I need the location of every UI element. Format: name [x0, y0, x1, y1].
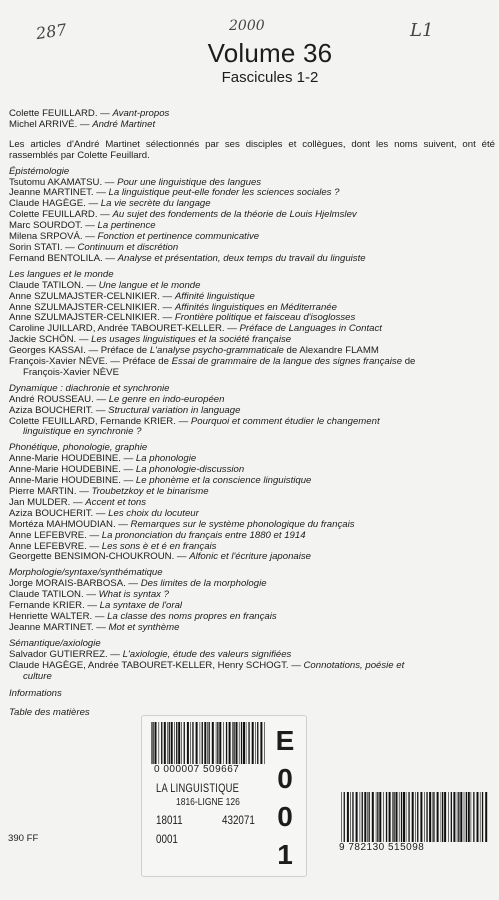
entry-dash: —	[77, 118, 93, 130]
entry-dash: —	[175, 415, 191, 427]
entry-author: Anne-Marie HOUDEBINE.	[9, 464, 121, 476]
barcode-bar	[367, 792, 368, 842]
entry-title: Accent et tons	[85, 496, 147, 508]
entry-dash: —	[93, 393, 109, 405]
entry-title: L'axiologie, étude des valeurs signifiées	[122, 648, 292, 660]
barcode-bar	[415, 792, 416, 842]
entry-title: Les choix du locuteur	[108, 507, 199, 519]
entry-title: La phonologie-discussion	[135, 464, 245, 476]
entry-title: Continuum et discrétion	[77, 241, 179, 253]
volume-title: Volume 36	[207, 38, 333, 68]
barcode-bar	[356, 792, 358, 842]
entry-text: de Alexandre FLAMM	[283, 345, 379, 357]
entry-dash: —	[107, 648, 123, 660]
section-title: Sémantique/axiologie	[9, 637, 101, 649]
section-title: Phonétique, phonologie, graphie	[9, 442, 148, 454]
barcode-bar	[161, 722, 162, 764]
barcode-bar	[152, 722, 153, 764]
barcode-bar	[480, 792, 481, 842]
barcode-bar	[399, 792, 400, 842]
entry-dash: —	[107, 356, 123, 368]
entry-author: Anne LEFEBVRE.	[9, 529, 87, 541]
barcode-bar	[364, 792, 366, 842]
entry-title: Remarques sur le système phonologique du français	[130, 518, 355, 530]
entry-dash: —	[159, 290, 175, 302]
entry-author: Aziza BOUCHERIT.	[9, 404, 94, 416]
entry-dash: —	[93, 187, 109, 199]
barcode-bar	[466, 792, 467, 842]
barcode-bar	[219, 722, 221, 764]
label-barcode	[150, 722, 266, 764]
entry-dash: —	[120, 475, 136, 487]
barcode-bar	[383, 792, 384, 842]
entry-title: Structural variation in language	[108, 404, 241, 416]
entry-author: Henriette WALTER.	[9, 610, 93, 622]
barcode-bar	[167, 722, 168, 764]
entry-author: Anne SZULMAJSTER-CELNIKIER.	[9, 290, 160, 302]
barcode-bar	[482, 792, 483, 842]
barcode-bar	[246, 722, 247, 764]
barcode-bar	[260, 722, 262, 764]
barcode-bar	[347, 792, 349, 842]
entry-dash: —	[76, 486, 92, 497]
entry-dash: —	[159, 301, 175, 313]
entry-text: de	[402, 356, 416, 368]
entry-author: Georgette BENSIMON-CHOUKROUN.	[9, 551, 175, 563]
barcode-bar	[184, 722, 185, 764]
barcode-bar	[212, 722, 214, 764]
barcode-bar	[257, 722, 258, 764]
barcode-bar	[229, 722, 231, 764]
label-code-right: 432071	[222, 813, 255, 827]
side-code-char: 1	[277, 839, 293, 870]
section-title: Table des matières	[9, 707, 90, 719]
toc-entry	[9, 623, 495, 634]
handwritten-note-middle: 2000	[229, 18, 265, 34]
entry-dash: —	[76, 334, 92, 346]
entry-title: Frontière politique et faisceau d'isoglosses	[174, 312, 356, 324]
isbn-barcode	[340, 792, 490, 842]
entry-author: Jeanne MARTINET.	[9, 621, 94, 633]
entry-dash: —	[82, 231, 98, 243]
entry-author: Georges KASSAI.	[9, 345, 86, 357]
price: 390 FF	[8, 833, 39, 844]
barcode-bar	[477, 792, 479, 842]
entry-title: La prononciation du français entre 1880 et 1914	[101, 529, 306, 541]
barcode-bar	[352, 792, 353, 842]
barcode-bar	[252, 722, 254, 764]
barcode-bar	[176, 722, 177, 764]
entry-author: André ROUSSEAU.	[9, 393, 94, 405]
entry-dash: —	[83, 279, 99, 291]
entry-title: Essai de grammaire de la langue des signes française	[171, 356, 403, 368]
barcode-bar	[392, 792, 393, 842]
entry-author: Claude HAGÈGE, Andrée TABOURET-KELLER, Henry SCHOGT.	[9, 659, 289, 671]
entry-dash: —	[125, 578, 141, 590]
entry-author: Fernand BENTOLILA.	[9, 252, 103, 264]
toc-entry	[9, 661, 495, 672]
barcode-bar	[255, 722, 256, 764]
entry-author: Jackie SCHÖN.	[9, 334, 77, 346]
entry-title: Préface de Languages in Contact	[239, 323, 382, 335]
barcode-bar	[424, 792, 425, 842]
side-code-char: E	[275, 725, 295, 756]
entry-title: L'analyse psycho-grammaticale	[149, 345, 284, 357]
barcode-bar	[401, 792, 402, 842]
barcode-bar	[159, 722, 160, 764]
barcode-bar	[420, 792, 422, 842]
entry-dash: —	[85, 345, 101, 357]
entry-title: Pourquoi et comment étudier le changement	[190, 415, 380, 427]
entry-title: What is syntax ?	[98, 589, 169, 601]
barcode-bar	[433, 792, 434, 842]
entry-author: Colette FEUILLARD, Fernande KRIER.	[9, 415, 176, 427]
barcode-bar	[448, 792, 449, 842]
barcode-bar	[164, 722, 166, 764]
entry-author: Mortéza MAHMOUDIAN.	[9, 518, 116, 530]
entry-title: La vie secrète du langage	[100, 198, 211, 210]
barcode-bar	[372, 792, 374, 842]
barcode-bar	[155, 722, 157, 764]
entry-author: Pierre MARTIN.	[9, 486, 77, 497]
barcode-bar	[264, 722, 265, 764]
barcode-bar	[362, 792, 363, 842]
entry-author: Jorge MORAIS-BARBOSA.	[9, 578, 126, 590]
entry-title: Alfonic et l'écriture japonaise	[189, 551, 312, 563]
toc-entry	[9, 552, 495, 563]
entry-dash: —	[120, 464, 136, 476]
barcode-bar	[471, 792, 472, 842]
barcode-bar	[444, 792, 446, 842]
entry-dash: —	[288, 659, 304, 671]
entry-dash: —	[102, 252, 118, 264]
entry-dash: —	[97, 209, 113, 221]
barcode-bar	[239, 722, 240, 764]
barcode-bar	[204, 722, 206, 764]
entry-continuation: linguistique en synchronie ?	[23, 426, 142, 438]
barcode-bar	[350, 792, 351, 842]
barcode-bar	[344, 792, 345, 842]
barcode-bar	[412, 792, 414, 842]
barcode-bar	[389, 792, 391, 842]
entry-continuation: François-Xavier NÈVE	[23, 366, 119, 378]
entry-dash: —	[102, 176, 118, 188]
entry-title: La linguistique peut-elle fonder les sciences sociales ?	[108, 187, 340, 199]
barcode-bar	[243, 722, 245, 764]
entry-dash: —	[84, 600, 100, 612]
barcode-bar	[393, 792, 394, 842]
barcode-bar	[226, 722, 227, 764]
entry-text: Préface de	[122, 356, 172, 368]
barcode-bar	[174, 722, 175, 764]
entry-title: Affinités linguistiques en Méditerranée	[174, 301, 337, 313]
entry-dash: —	[93, 621, 109, 633]
entry-author: Milena SRPOVÁ.	[9, 231, 83, 243]
entry-title: Fonction et pertinence communicative	[97, 231, 260, 243]
label-side-code	[270, 722, 300, 870]
barcode-bar	[429, 792, 431, 842]
entry-author: Anne SZULMAJSTER-CELNIKIER.	[9, 301, 160, 313]
barcode-bar	[151, 722, 152, 764]
entry-author: Marc SOURDOT.	[9, 220, 83, 232]
entry-title: Les sons è et é en français	[101, 540, 217, 552]
barcode-bar	[377, 792, 378, 842]
entry-title: La pertinence	[97, 220, 156, 232]
label-barcode-number: 0 000007 509667	[154, 764, 240, 775]
entry-title: Le genre en indo-européen	[108, 393, 225, 405]
entry-title: André Martinet	[92, 118, 156, 130]
barcode-bar	[248, 722, 249, 764]
entry-dash: —	[86, 529, 102, 541]
barcode-bar	[426, 792, 427, 842]
entry-title: Analyse et présentation, deux temps du travail du linguiste	[117, 252, 366, 264]
isbn-number: 9 782130 515098	[339, 842, 425, 853]
barcode-bar	[232, 722, 233, 764]
section-title: Dynamique : diachronie et synchronie	[9, 382, 170, 394]
entry-author: Jeanne MARTINET.	[9, 187, 94, 199]
barcode-bar	[169, 722, 170, 764]
entry-dash: —	[86, 540, 102, 552]
barcode-bar	[458, 792, 459, 842]
barcode-bar	[460, 792, 462, 842]
barcode-bar	[442, 792, 443, 842]
side-code-char: 0	[277, 801, 293, 832]
barcode-bar	[181, 722, 182, 764]
handwritten-note-right: L1	[410, 20, 434, 41]
barcode-bar	[464, 792, 465, 842]
entry-author: Tsutomu AKAMATSU.	[9, 176, 103, 188]
section-title: Morphologie/syntaxe/synthématique	[9, 567, 163, 579]
barcode-bar	[341, 792, 342, 842]
barcode-bar	[379, 792, 381, 842]
entry-dash: —	[115, 518, 131, 530]
entry-dash: —	[97, 108, 113, 119]
entry-title: Avant-propos	[112, 108, 170, 119]
entry-author: Anne-Marie HOUDEBINE.	[9, 475, 121, 487]
barcode-bar	[233, 722, 234, 764]
entry-title: Une langue et le monde	[98, 279, 201, 291]
entry-author: Colette FEUILLARD.	[9, 209, 98, 221]
entry-author: Sorin STATI.	[9, 241, 63, 253]
entry-title: Le phonème et la conscience linguistique	[135, 475, 312, 487]
label-code-bottom: 0001	[156, 832, 178, 846]
entry-author: Aziza BOUCHERIT.	[9, 507, 94, 519]
barcode-bar	[241, 722, 242, 764]
barcode-bar	[192, 722, 193, 764]
barcode-bar	[432, 792, 433, 842]
barcode-bar	[403, 792, 405, 842]
entry-title: Mot et synthème	[108, 621, 180, 633]
entry-dash: —	[224, 323, 240, 335]
entry-continuation: culture	[23, 670, 52, 682]
barcode-bar	[200, 722, 201, 764]
barcode-bar	[217, 722, 218, 764]
toc-entry	[9, 254, 495, 265]
entry-title: Connotations, poésie et	[303, 659, 405, 671]
label-line2: 1816-LIGNE 126	[176, 797, 240, 808]
entry-title: Des limites de la morphologie	[140, 578, 267, 590]
side-code-char: 0	[277, 763, 293, 794]
barcode-bar	[236, 722, 238, 764]
handwritten-note-left: 287	[34, 19, 68, 44]
barcode-bar	[369, 792, 370, 842]
barcode-bar	[408, 792, 409, 842]
barcode-bar	[178, 722, 180, 764]
entry-dash: —	[82, 220, 98, 232]
entry-title: La classe des noms propres en français	[107, 610, 277, 622]
barcode-bar	[187, 722, 189, 764]
label-code-left: 18011	[156, 813, 183, 827]
barcode-bar	[441, 792, 442, 842]
entry-author: Anne LEFEBVRE.	[9, 540, 87, 552]
entry-dash: —	[93, 507, 109, 519]
barcode-bar	[468, 792, 470, 842]
barcode-bar	[473, 792, 474, 842]
entry-title: Pour une linguistique des langues	[117, 176, 262, 188]
entry-author: Anne-Marie HOUDEBINE.	[9, 453, 121, 465]
barcode-bar	[406, 792, 407, 842]
section-title: Informations	[9, 688, 62, 700]
barcode-bar	[171, 722, 173, 764]
entry-dash: —	[120, 453, 136, 465]
barcode-bar	[209, 722, 210, 764]
barcode-bar	[202, 722, 203, 764]
barcode-bar	[417, 792, 418, 842]
section-title: Les langues et le monde	[9, 268, 114, 280]
barcode-bar	[360, 792, 361, 842]
section-title: Épistémologie	[9, 165, 70, 177]
barcode-bar	[386, 792, 387, 842]
entry-dash: —	[93, 404, 109, 416]
barcode-bar	[223, 722, 224, 764]
entry-author: Claude TATILON.	[9, 279, 84, 291]
entry-dash: —	[83, 589, 99, 601]
entry-title: Troubetzkoy et le binarisme	[91, 486, 209, 497]
entry-text: Préface de	[100, 345, 150, 357]
entry-author: Anne SZULMAJSTER-CELNIKIER.	[9, 312, 160, 324]
entry-author: Michel ARRIVÉ.	[9, 118, 78, 130]
intro-text: Les articles d'André Martinet sélectionnés par ses disciples et collègues, dont les noms suivent, ont été rassemblés par Colette Feuillard.	[9, 138, 495, 161]
entry-dash: —	[174, 551, 190, 563]
barcode-bar	[207, 722, 208, 764]
entry-dash: —	[85, 198, 101, 210]
entry-author: Claude HAGÈGE.	[9, 198, 86, 210]
entry-author: François-Xavier NÈVE.	[9, 356, 108, 368]
entry-author: Jan MULDER.	[9, 496, 71, 508]
entry-title: Les usages linguistiques et la société française	[91, 334, 292, 346]
entry-title: La syntaxe de l'oral	[99, 600, 183, 612]
barcode-bar	[457, 792, 458, 842]
library-label	[141, 715, 307, 877]
barcode-bar	[437, 792, 439, 842]
barcode-bar	[485, 792, 487, 842]
barcode-bar	[376, 792, 377, 842]
toc-entry	[9, 120, 495, 131]
entry-dash: —	[70, 496, 86, 508]
entry-author: Fernande KRIER.	[9, 600, 85, 612]
entry-title: Au sujet des fondements de la théorie de Louis Hjelmslev	[112, 209, 357, 221]
barcode-bar	[451, 792, 452, 842]
entry-title: Affinité linguistique	[174, 290, 255, 302]
fascicules-subtitle: Fascicules 1-2	[221, 69, 319, 86]
entry-dash: —	[62, 241, 78, 253]
entry-author: Salvador GUTIERREZ.	[9, 648, 108, 660]
entry-title: La phonologie	[135, 453, 197, 465]
entry-author: Caroline JUILLARD, Andrée TABOURET-KELLER.	[9, 323, 225, 335]
barcode-bar	[396, 792, 398, 842]
barcode-bar	[196, 722, 198, 764]
entry-author: Claude TATILON.	[9, 589, 84, 601]
barcode-bar	[453, 792, 455, 842]
label-title: LA LINGUISTIQUE	[156, 781, 240, 795]
barcode-bar	[190, 722, 191, 764]
barcode-bar	[216, 722, 217, 764]
entry-dash: —	[159, 312, 175, 324]
table-of-contents	[9, 109, 495, 719]
entry-author: Colette FEUILLARD.	[9, 108, 98, 119]
entry-dash: —	[92, 610, 108, 622]
